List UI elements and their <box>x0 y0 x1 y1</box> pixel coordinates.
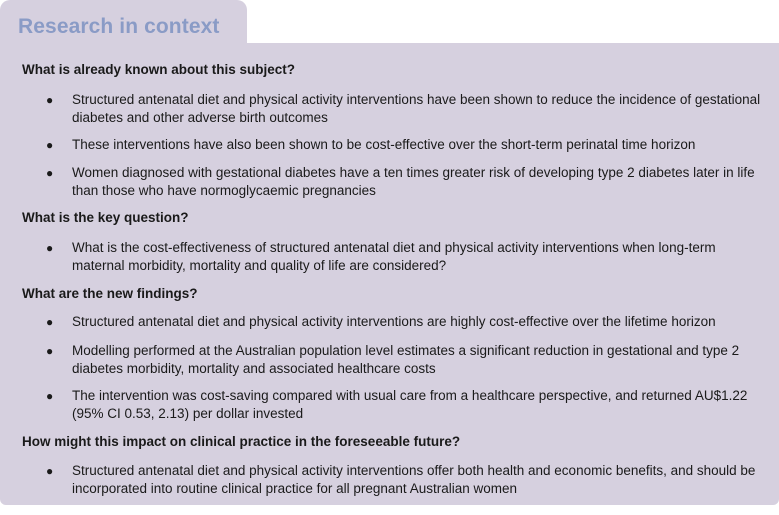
bullet-icon: ● <box>46 344 54 358</box>
list-item: Women diagnosed with gestational diabetes have a ten times greater risk of developing type 2 diabetes later in life than those who have normoglycaemic pregnancies <box>72 165 755 198</box>
list-item: Structured antenatal diet and physical activity interventions have been shown to reduce the incidence of gestational diabetes and other adverse birth outcomes <box>72 92 761 125</box>
list-item: Structured antenatal diet and physical activity interventions are highly cost-effective over the lifetime horizon <box>72 314 716 329</box>
box-title: Research in context <box>18 15 220 38</box>
list-item: Modelling performed at the Australian population level estimates a significant reduction in gestational and type 2 diabetes morbidity, mortality and associated healthcare costs <box>72 343 740 376</box>
section-heading-key-question: What is the key question? <box>22 210 189 225</box>
section-heading-known: What is already known about this subject? <box>22 62 296 77</box>
list-item: The intervention was cost-saving compared with usual care from a healthcare perspective, and returned AU$1.22 (95% CI 0.53, 2.13) per dollar invested <box>72 388 748 421</box>
research-in-context-tab <box>0 0 247 44</box>
bullet-icon: ● <box>46 93 54 107</box>
bullet-icon: ● <box>46 138 54 152</box>
bullet-icon: ● <box>46 389 54 403</box>
list-item: Structured antenatal diet and physical activity interventions offer both health and economic benefits, and should be incorporated into routine clinical practice for all pregnant Australian women <box>72 463 756 496</box>
bullet-icon: ● <box>46 241 54 255</box>
list-item: What is the cost-effectiveness of structured antenatal diet and physical activity interventions when long-term maternal morbidity, mortality and quality of life are considered? <box>72 240 716 273</box>
bullet-icon: ● <box>46 464 54 478</box>
bullet-icon: ● <box>46 166 54 180</box>
section-heading-new-findings: What are the new findings? <box>22 286 198 301</box>
section-heading-clinical-impact: How might this impact on clinical practice in the foreseeable future? <box>22 434 461 449</box>
bullet-icon: ● <box>46 315 54 329</box>
list-item: These interventions have also been shown to be cost-effective over the short-term perinatal time horizon <box>72 137 696 152</box>
